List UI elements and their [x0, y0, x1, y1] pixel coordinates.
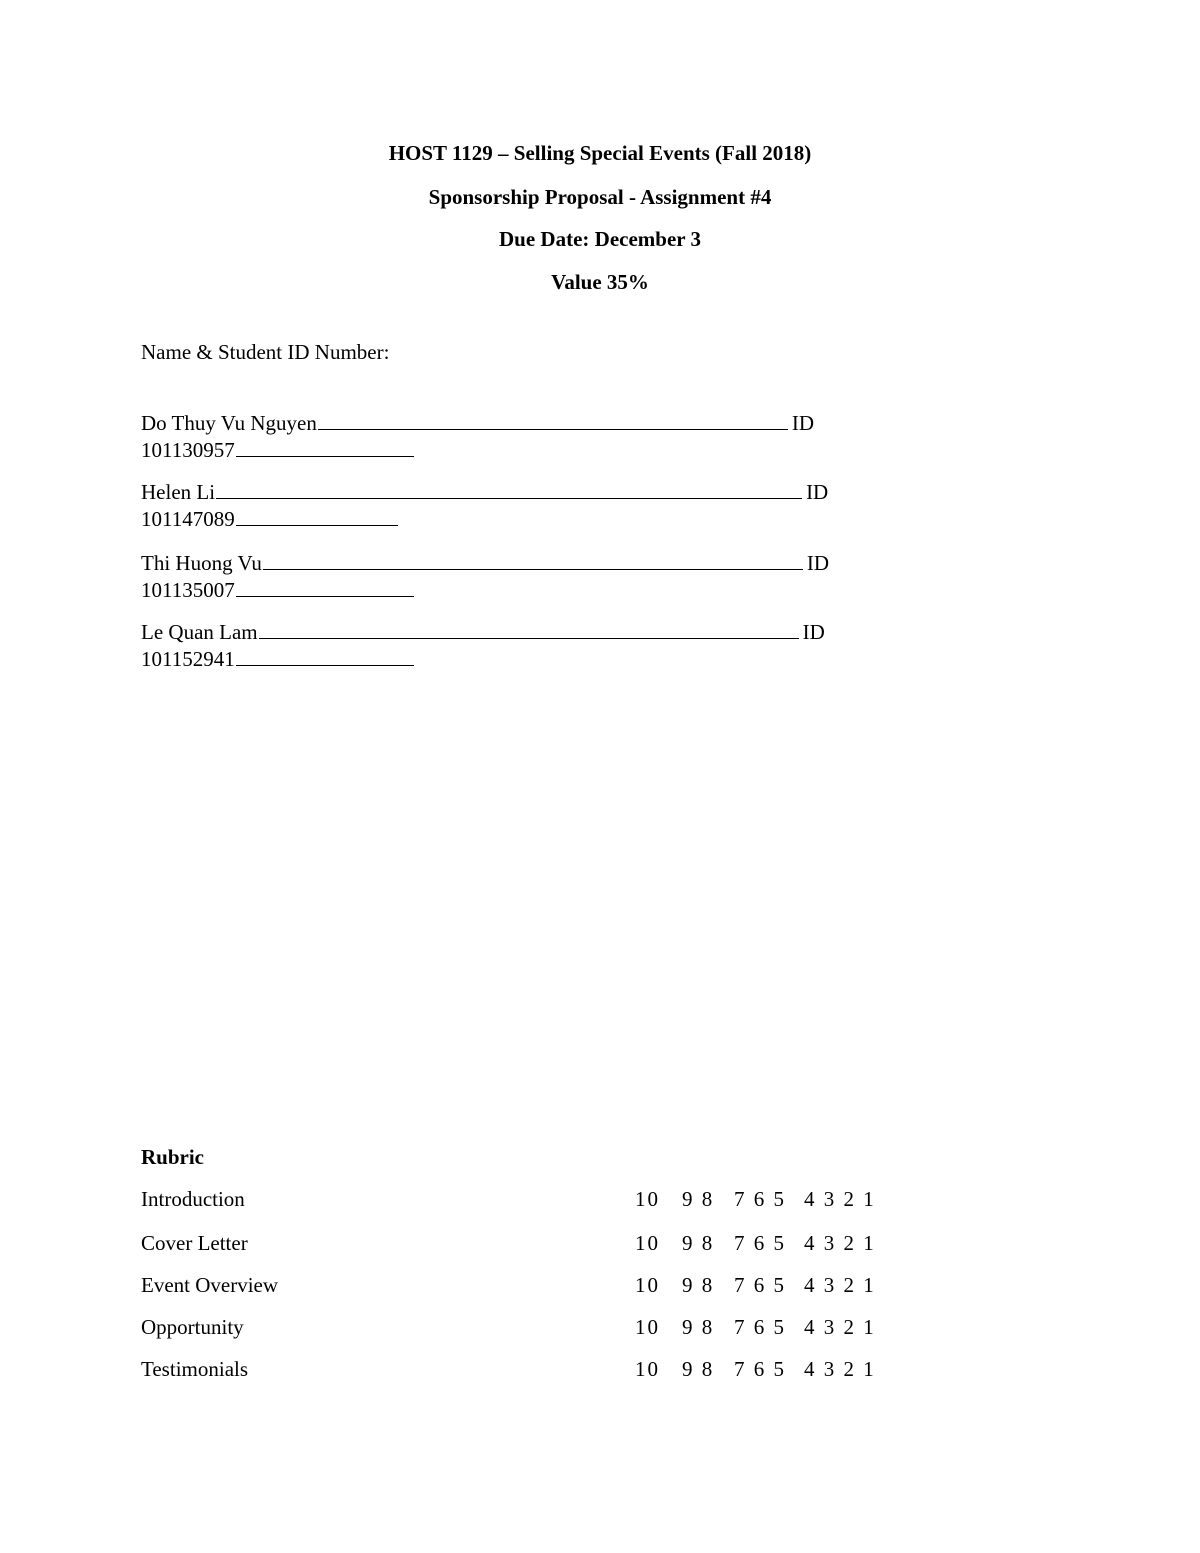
id-blank-line	[236, 645, 414, 666]
rubric-criterion: Event Overview	[141, 1273, 279, 1297]
student-id: 101130957	[141, 438, 235, 462]
rubric-row	[141, 1315, 901, 1345]
name-blank-line	[259, 618, 799, 639]
id-label: ID	[806, 551, 830, 575]
score-10: 10	[635, 1231, 660, 1255]
rubric-row	[141, 1187, 901, 1217]
course-title: HOST 1129 – Selling Special Events (Fall 2018)	[388, 141, 812, 165]
rubric-criterion: Cover Letter	[141, 1231, 248, 1255]
student-name: Do Thuy Vu Nguyen	[141, 411, 317, 435]
score-9-8: 9 8	[682, 1187, 715, 1211]
score-9-8: 9 8	[682, 1273, 715, 1297]
student-id: 101152941	[141, 647, 235, 671]
id-label: ID	[802, 620, 825, 644]
rubric-row	[141, 1273, 901, 1303]
id-blank-line	[236, 576, 414, 597]
id-blank-line	[236, 436, 414, 457]
score-4-3-2-1: 4 3 2 1	[804, 1231, 876, 1255]
name-blank-line	[263, 549, 803, 570]
score-9-8: 9 8	[682, 1231, 715, 1255]
due-date: Due Date: December 3	[499, 227, 701, 251]
name-blank-line	[318, 409, 788, 430]
score-4-3-2-1: 4 3 2 1	[804, 1357, 876, 1381]
score-10: 10	[635, 1273, 660, 1297]
student-id: 101147089	[141, 507, 235, 531]
rubric-row	[141, 1357, 901, 1387]
score-7-6-5: 7 6 5	[734, 1273, 786, 1297]
rubric-title: Rubric	[141, 1145, 204, 1169]
id-blank-line	[236, 505, 398, 526]
score-4-3-2-1: 4 3 2 1	[804, 1273, 876, 1297]
score-7-6-5: 7 6 5	[734, 1231, 786, 1255]
score-7-6-5: 7 6 5	[734, 1187, 786, 1211]
students-label: Name & Student ID Number:	[141, 340, 390, 364]
score-4-3-2-1: 4 3 2 1	[804, 1187, 876, 1211]
student-id: 101135007	[141, 578, 235, 602]
rubric-row	[141, 1231, 901, 1261]
score-10: 10	[635, 1187, 660, 1211]
student-name: Thi Huong Vu	[141, 551, 262, 575]
student-entry	[141, 549, 861, 603]
rubric-criterion: Opportunity	[141, 1315, 244, 1339]
student-entry	[141, 409, 861, 463]
student-entry	[141, 618, 861, 672]
score-10: 10	[635, 1357, 660, 1381]
score-7-6-5: 7 6 5	[734, 1357, 786, 1381]
student-name: Le Quan Lam	[141, 620, 258, 644]
score-9-8: 9 8	[682, 1315, 715, 1339]
assignment-value: Value 35%	[551, 270, 649, 294]
score-4-3-2-1: 4 3 2 1	[804, 1315, 876, 1339]
score-9-8: 9 8	[682, 1357, 715, 1381]
rubric-criterion: Introduction	[141, 1187, 245, 1211]
score-10: 10	[635, 1315, 660, 1339]
id-label: ID	[791, 411, 815, 435]
rubric-criterion: Testimonials	[141, 1357, 249, 1381]
assignment-title: Sponsorship Proposal - Assignment #4	[428, 185, 772, 209]
student-entry	[141, 478, 861, 532]
id-label: ID	[806, 480, 829, 504]
score-7-6-5: 7 6 5	[734, 1315, 786, 1339]
student-name: Helen Li	[141, 480, 216, 504]
name-blank-line	[216, 478, 802, 499]
